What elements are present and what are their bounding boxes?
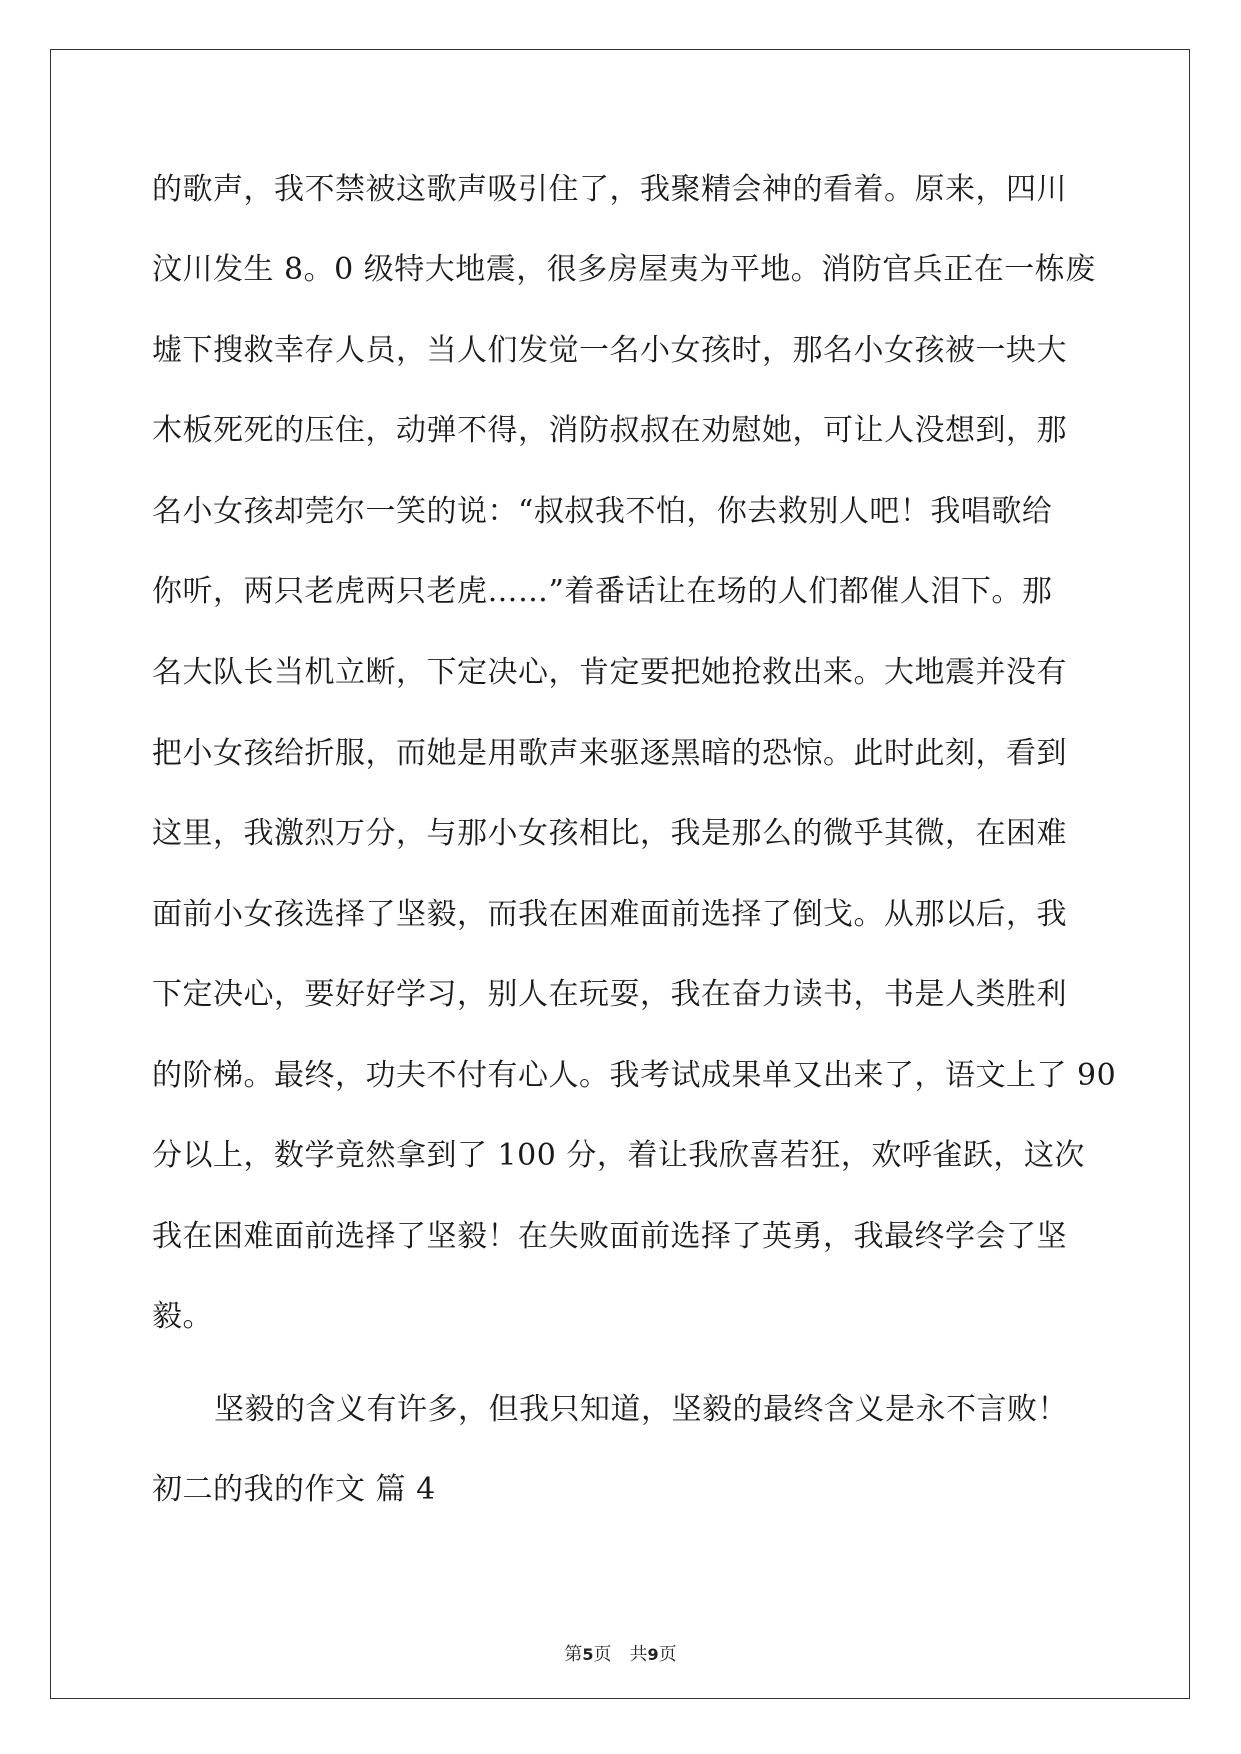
body-line-4: 木板死死的压住，动弹不得，消防叔叔在劝慰她，可让人没想到，那 xyxy=(152,413,1067,448)
page-border xyxy=(50,49,1190,1699)
section-heading: 初二的我的作文 篇 4 xyxy=(152,1472,436,1507)
body-line-6: 你听，两只老虎两只老虎……”着番话让在场的人们都催人泪下。那 xyxy=(152,574,1053,609)
total-suffix: 页 xyxy=(658,1644,677,1665)
body-line-11: 下定决心，要好好学习，别人在玩耍，我在奋力读书，书是人类胜利 xyxy=(152,977,1067,1012)
page-footer xyxy=(0,1643,1241,1667)
body-line-5: 名小女孩却莞尔一笑的说：“叔叔我不怕，你去救别人吧！我唱歌给 xyxy=(152,494,1053,529)
body-line-3: 墟下搜救幸存人员，当人们发觉一名小女孩时，那名小女孩被一块大 xyxy=(152,333,1067,368)
page-prefix: 第 xyxy=(564,1644,583,1665)
body-line-14: 我在困难面前选择了坚毅！在失败面前选择了英勇，我最终学会了坚 xyxy=(152,1219,1067,1254)
page-total: 9 xyxy=(647,1645,659,1664)
body-line-9: 这里，我激烈万分，与那小女孩相比，我是那么的微乎其微，在困难 xyxy=(152,816,1067,851)
body-line-15: 毅。 xyxy=(152,1299,213,1334)
body-line-7: 名大队长当机立断，下定决心，肯定要把她抢救出来。大地震并没有 xyxy=(152,655,1067,690)
body-line-2: 汶川发生 8。0 级特大地震，很多房屋夷为平地。消防官兵正在一栋废 xyxy=(152,252,1096,287)
page-current: 5 xyxy=(582,1645,594,1664)
page-suffix: 页 xyxy=(593,1644,612,1665)
total-prefix: 共 xyxy=(629,1644,648,1665)
body-line-8: 把小女孩给折服，而她是用歌声来驱逐黑暗的恐惊。此时此刻，看到 xyxy=(152,736,1067,771)
body-line-12: 的阶梯。最终，功夫不付有心人。我考试成果单又出来了，语文上了 90 xyxy=(152,1058,1117,1093)
body-line-13: 分以上，数学竟然拿到了 100 分，着让我欣喜若狂，欢呼雀跃，这次 xyxy=(152,1138,1085,1173)
body-line-10: 面前小女孩选择了坚毅，而我在困难面前选择了倒戈。从那以后，我 xyxy=(152,897,1067,932)
body-line-1: 的歌声，我不禁被这歌声吸引住了，我聚精会神的看着。原来，四川 xyxy=(152,172,1067,207)
paragraph-line-conclusion: 坚毅的含义有许多，但我只知道，坚毅的最终含义是永不言败！ xyxy=(214,1392,1068,1427)
